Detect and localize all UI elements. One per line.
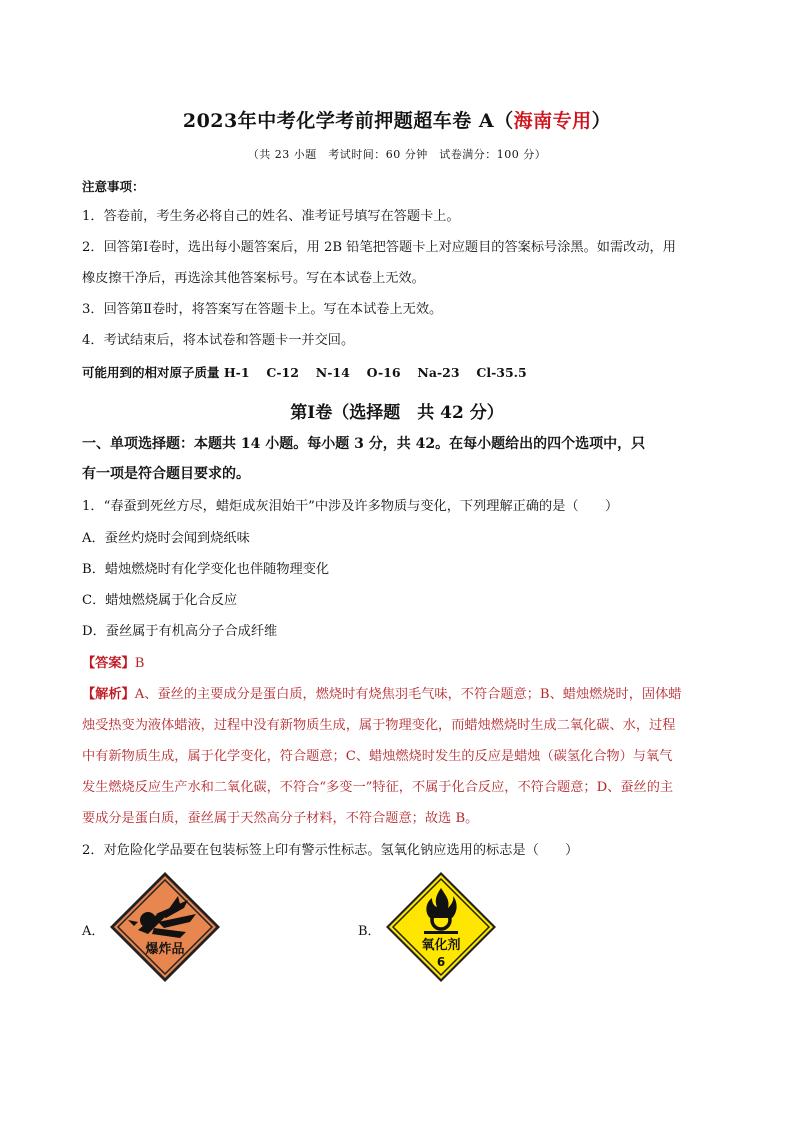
section-title: 第Ⅰ卷（选择题 共 42 分） — [290, 403, 504, 423]
section-instruction-2: 有一项是符合题目要求的。 — [82, 466, 250, 482]
sign-a-text: 爆炸品 — [145, 942, 185, 957]
q1-analysis-line-5: 要成分是蛋白质，蚕丝属于天然高分子材料，不符合题意；故选 B。 — [82, 811, 479, 826]
q1-analysis-line-1: 【解析】A、蚕丝的主要成分是蛋白质，燃烧时有烧焦羽毛气味，不符合题意；B、蜡烛燃烧时，固体蜡 — [82, 687, 682, 702]
q1-option-b: B．蜡烛燃烧时有化学变化也伴随物理变化 — [82, 562, 330, 577]
page-title: 2023年中考化学考前押题超车卷 A（海南专用） — [182, 110, 612, 132]
note-item-4: 4．考试结束后，将本试卷和答题卡一并交回。 — [82, 333, 355, 348]
q1-analysis-line-4: 发生燃烧反应生产水和二氧化碳，不符合“多变一”特征，不属于化合反应，不符合题意；D、蚕丝的主 — [82, 780, 674, 795]
note-item-2-cont: 橡皮擦干净后，再选涂其他答案标号。写在本试卷上无效。 — [82, 271, 425, 286]
q1-analysis-line-3: 中有新物质生成，属于化学变化，符合题意；C、蜡烛燃烧时发生的反应是蜡烛（碳氢化合物）与氧气 — [82, 749, 673, 764]
note-item-3: 3．回答第Ⅱ卷时，将答案写在答题卡上。写在本试卷上无效。 — [82, 302, 443, 317]
section-instruction-1: 一、单项选择题：本题共 14 小题。每小题 3 分，共 42。在每小题给出的四个选项中，只 — [82, 436, 646, 452]
q1-answer: 【答案】B — [82, 656, 145, 671]
atomic-mass: 可能用到的相对原子质量 H-1 C-12 N-14 O-16 Na-23 Cl-35.5 — [82, 365, 527, 380]
q2-option-b-label: B． — [358, 924, 381, 939]
sign-b-number: 6 — [436, 955, 446, 969]
q1-analysis-line-2: 烛受热变为液体蜡液，过程中没有新物质生成，属于物理变化，而蜡烛燃烧时生成二氧化碳、水，过程 — [82, 718, 676, 733]
q1-stem: 1．“春蚕到死丝方尽，蜡炬成灰泪始干”中涉及许多物质与变化，下列理解正确的是（ ） — [82, 499, 619, 514]
q1-option-a: A．蚕丝灼烧时会闻到烧纸味 — [82, 531, 250, 546]
note-item-1: 1．答卷前，考生务必将自己的姓名、准考证号填写在答题卡上。 — [82, 209, 460, 224]
q1-option-d: D．蚕丝属于有机高分子合成纤维 — [82, 624, 278, 639]
note-item-2: 2．回答第Ⅰ卷时，选出每小题答案后，用 2B 铅笔把答题卡上对应题目的答案标号涂黑。如需改动，用 — [82, 240, 676, 255]
oxidizer-sign-icon — [384, 870, 498, 984]
q1-option-c: C．蜡烛燃烧属于化合反应 — [82, 593, 238, 608]
title-region: 海南专用 — [513, 110, 592, 132]
sign-b-text: 氧化剂 — [421, 938, 461, 953]
page-subtitle: （共 23 小题 考试时间：60 分钟 试卷满分：100 分） — [247, 148, 547, 161]
notes-heading: 注意事项： — [82, 179, 145, 194]
q2-stem: 2．对危险化学品要在包装标签上印有警示性标志。氢氧化钠应选用的标志是（ ） — [82, 843, 579, 858]
explosive-sign-icon — [108, 870, 222, 984]
q2-option-a-label: A． — [82, 924, 105, 939]
